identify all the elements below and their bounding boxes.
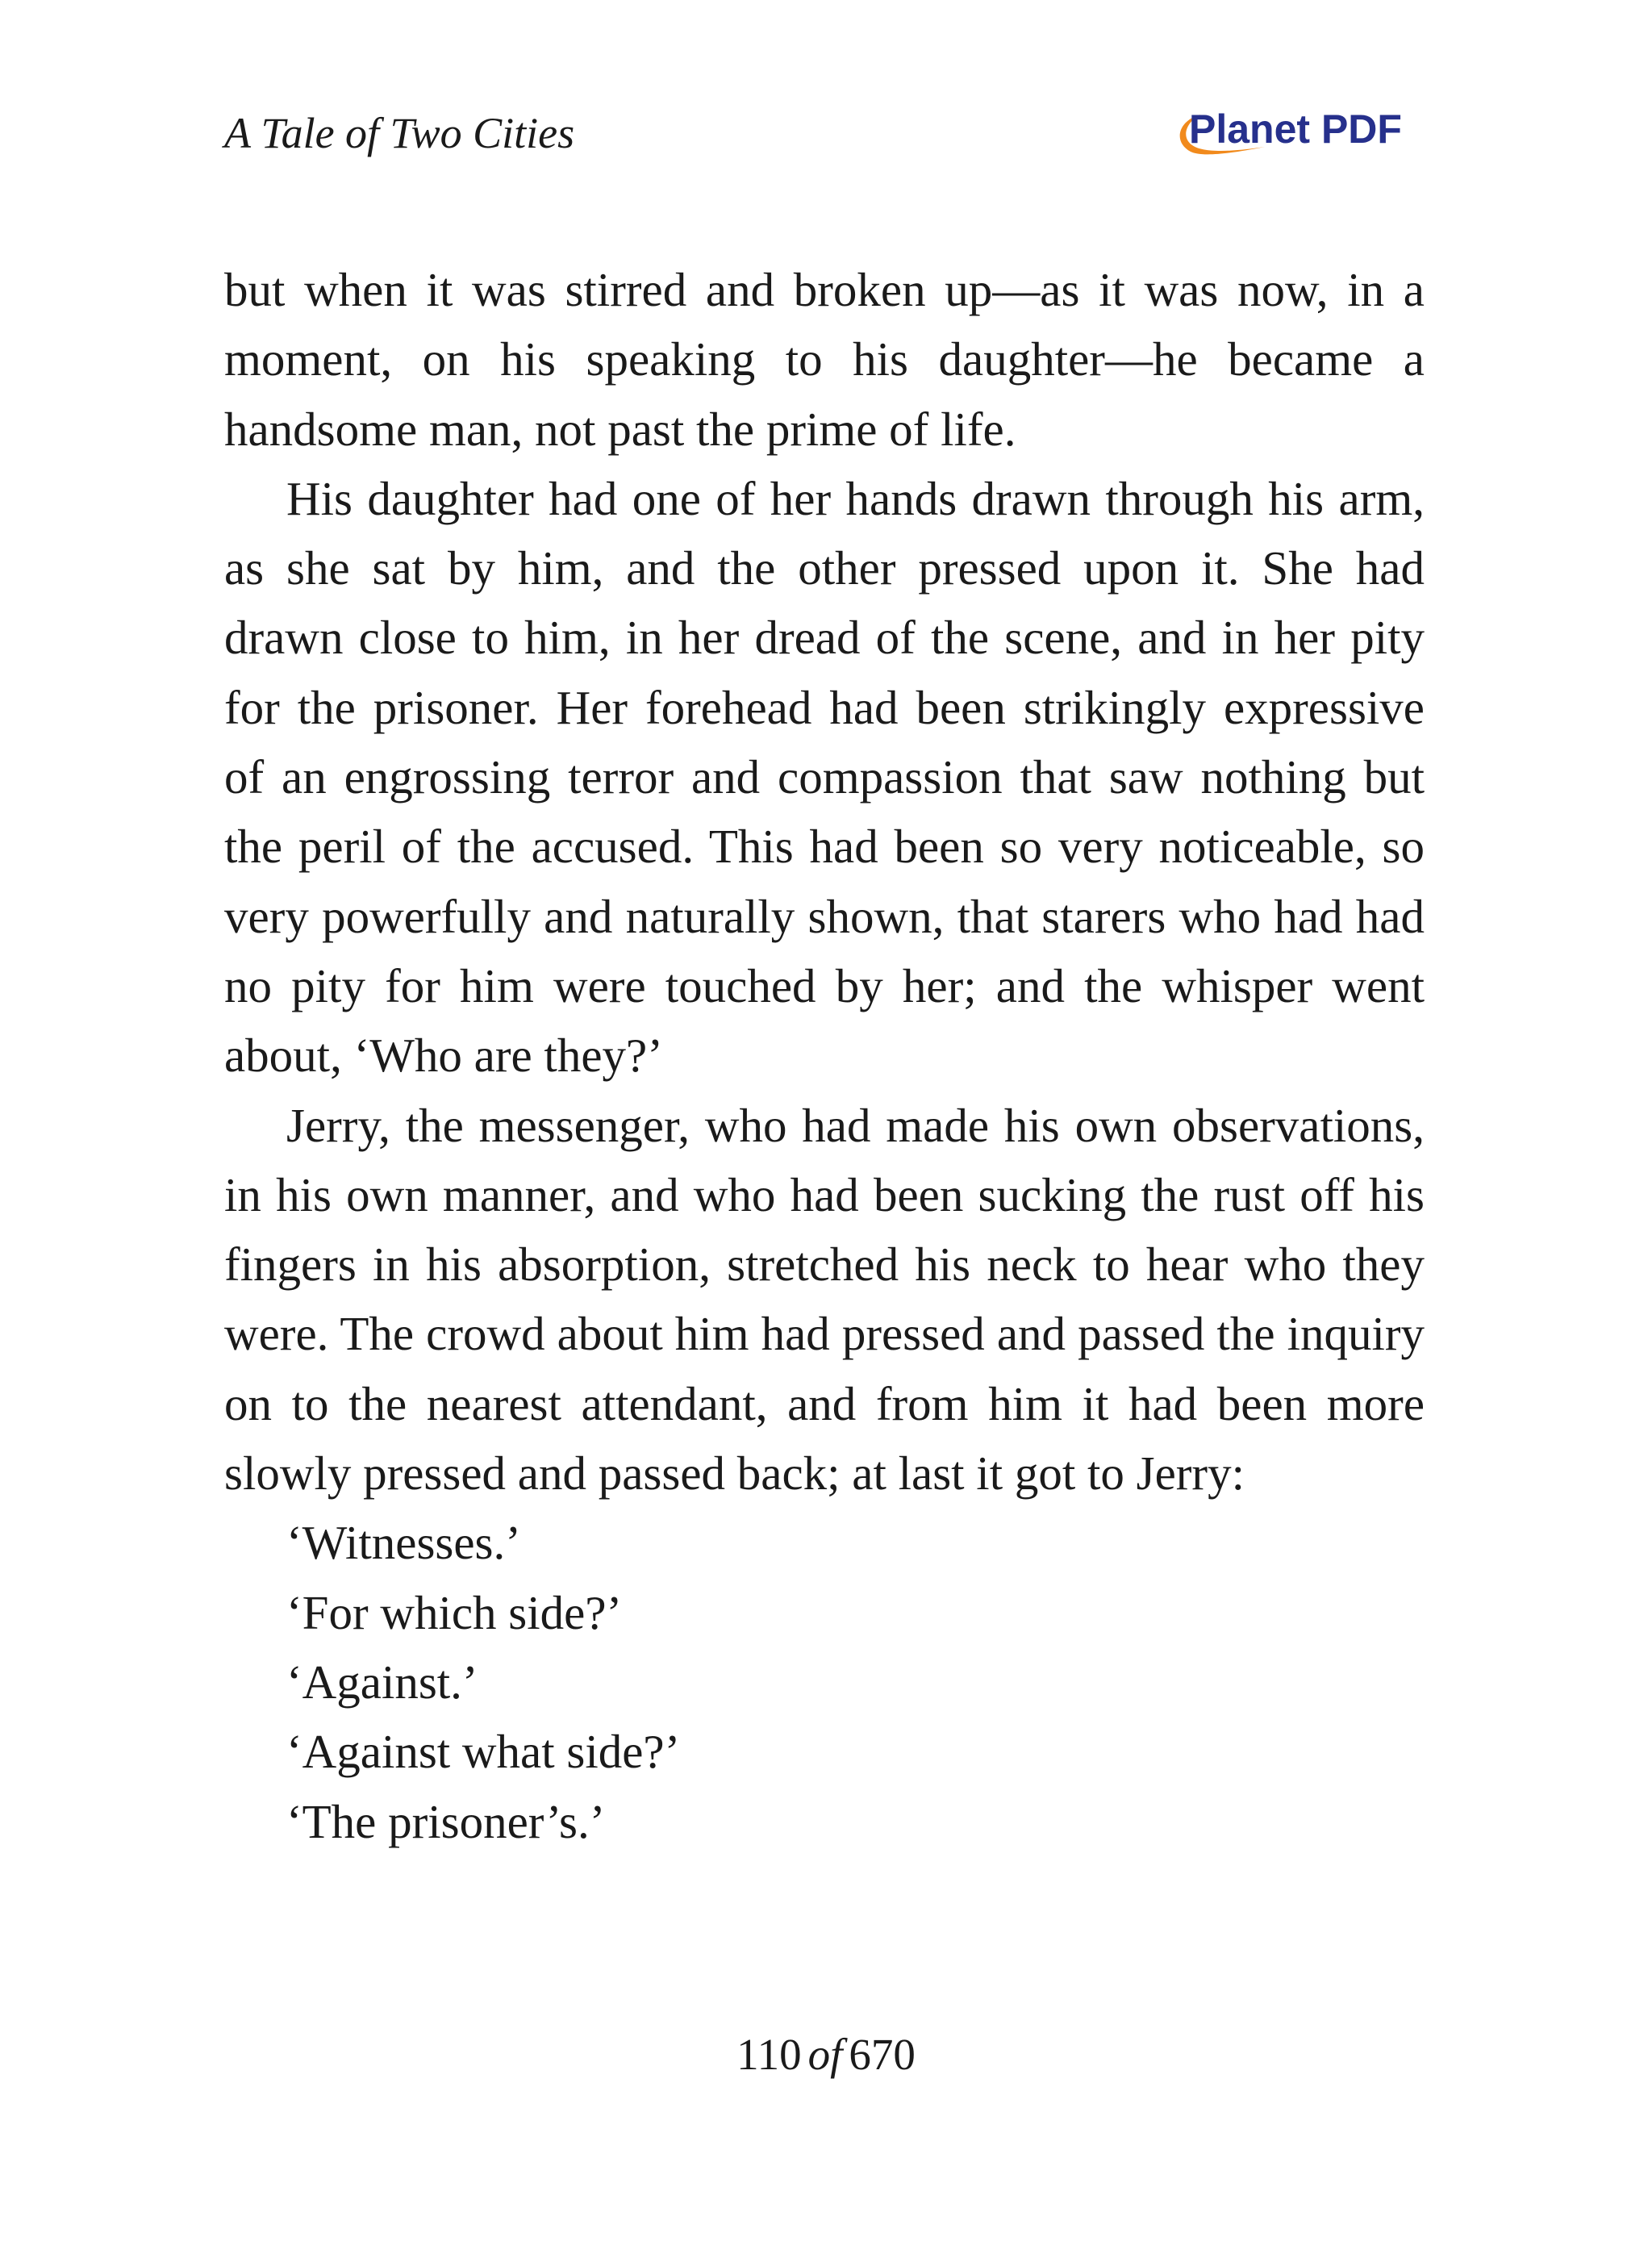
logo-text: Planet PDF (1189, 106, 1402, 152)
page-number-footer (0, 2027, 1652, 2083)
dialogue-line: ‘Witnesses.’ (286, 1516, 521, 1570)
paragraph: His daughter had one of her hands drawn through his arm, as she sat by him, and the other pressed upon it. She had drawn close to him, in her dread of the scene, and in her pity for the prisoner. Her forehead had been strikingly expressive of an engrossing terror and compassion that saw nothing but the peril of the accused. This had been so very noticeable, so very powerfully and naturally shown, that starers who had had no pity for him were touched by her; and the whisper went about, ‘Who are they?’ (224, 471, 1425, 1083)
dialogue-line: ‘Against.’ (286, 1655, 478, 1709)
total-pages: 670 (849, 2030, 916, 2079)
dialogue-line: ‘For which side?’ (286, 1585, 623, 1639)
page-number: 110 (736, 2030, 802, 2079)
page-of-label: of (807, 2030, 843, 2079)
dialogue-line: ‘The prisoner’s.’ (286, 1794, 606, 1848)
dialogue-line: ‘Against what side?’ (286, 1725, 681, 1779)
body-text (224, 255, 1425, 1856)
running-title: A Tale of Two Cities (224, 109, 575, 157)
paragraph: Jerry, the messenger, who had made his own observations, in his own manner, and who had been sucking the rust off his fingers in his absorption, stretched his neck to hear who they were. The crowd about him had pressed and passed the inquiry on to the nearest attendant, and from him it had been more slowly pressed and passed back; at last it got to Jerry: (224, 1098, 1425, 1501)
paragraph-continued: but when it was stirred and broken up—as it was now, in a moment, on his speaking to his daughter—he became a handsome man, not past the prime of life. (224, 263, 1425, 456)
planet-pdf-logo[interactable] (1168, 102, 1426, 166)
